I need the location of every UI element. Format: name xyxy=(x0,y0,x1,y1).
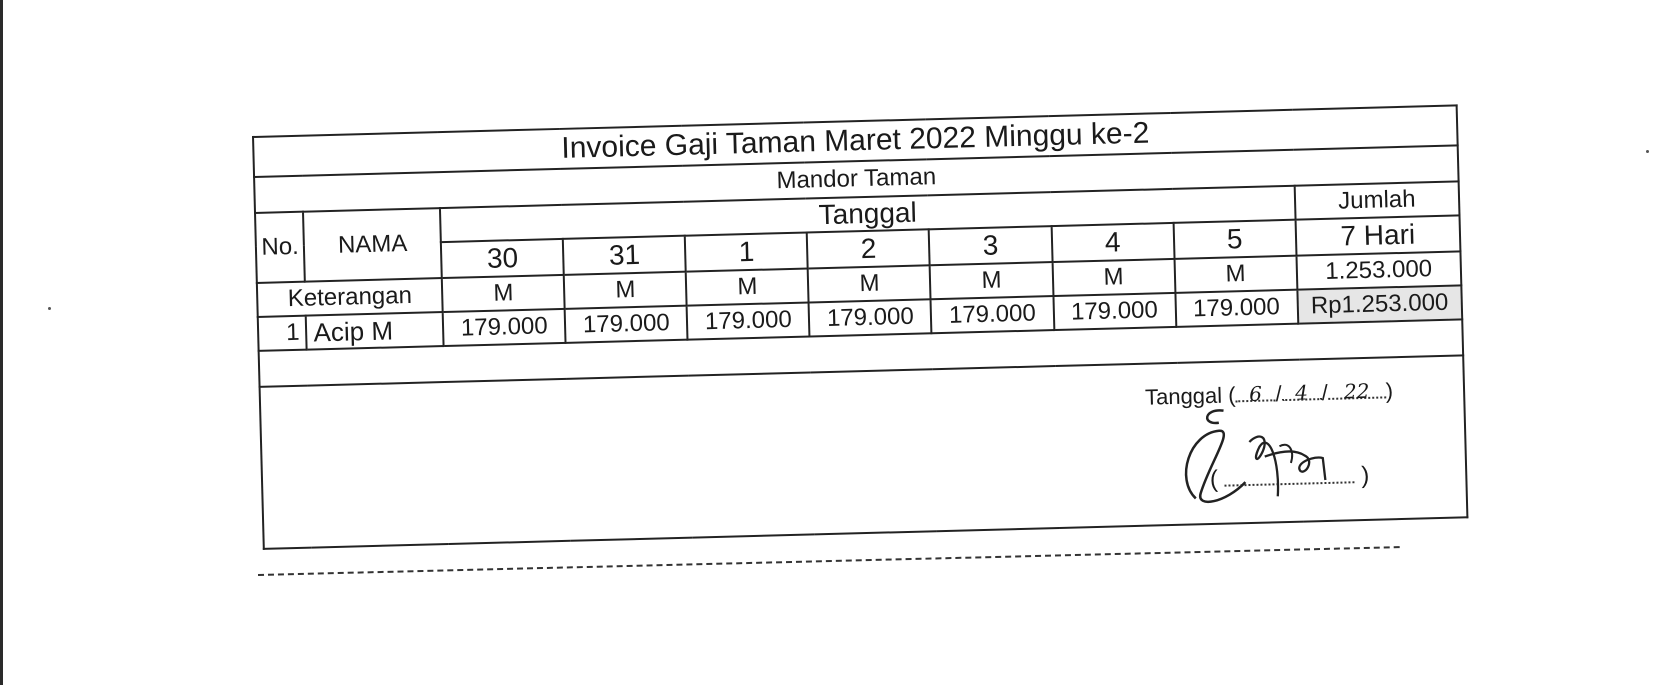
invoice-subtitle: Mandor Taman xyxy=(254,145,1459,213)
keterangan-total: 1.253.000 xyxy=(1296,251,1461,289)
header-nama: NAMA xyxy=(303,208,442,282)
date-cell: 3 xyxy=(929,226,1052,265)
footer-date-label: Tanggal ( xyxy=(1144,382,1236,410)
date-cell: 5 xyxy=(1173,220,1296,259)
invoice-sheet xyxy=(252,104,1468,549)
date-day-value: 6 xyxy=(1248,381,1263,406)
date-separator: / xyxy=(1321,379,1329,406)
amount-cell: 179.000 xyxy=(565,306,688,343)
days-total: 7 Hari xyxy=(1295,215,1460,255)
header-no: No. xyxy=(255,212,305,283)
date-separator: / xyxy=(1275,381,1282,407)
amount-cell: 179.000 xyxy=(809,299,932,336)
amount-cell: 179.000 xyxy=(1175,290,1298,327)
amount-cell: 179.000 xyxy=(931,296,1054,333)
header-jumlah: Jumlah xyxy=(1294,181,1459,219)
handwritten-signature xyxy=(1163,399,1356,514)
keterangan-code: M xyxy=(1052,259,1175,296)
keterangan-code: M xyxy=(686,268,809,305)
keterangan-code: M xyxy=(808,265,931,302)
keterangan-code: M xyxy=(930,262,1053,299)
signature-close-paren: ) xyxy=(1360,461,1370,490)
signature-area xyxy=(260,355,1468,548)
date-cell: 31 xyxy=(563,236,686,275)
scan-speck xyxy=(48,307,51,310)
date-year-value: 22 xyxy=(1343,378,1370,404)
keterangan-code: M xyxy=(442,275,565,312)
row-total: Rp1.253.000 xyxy=(1297,285,1462,323)
invoice-title: Invoice Gaji Taman Maret 2022 Minggu ke-2 xyxy=(253,105,1458,177)
keterangan-label: Keterangan xyxy=(257,278,443,317)
cut-line xyxy=(258,546,1400,576)
row-name: Acip M xyxy=(306,312,444,350)
keterangan-code: M xyxy=(564,272,687,309)
date-cell: 2 xyxy=(807,229,930,268)
date-cell: 4 xyxy=(1051,223,1174,262)
scan-speck xyxy=(1646,150,1649,153)
header-tanggal: Tanggal xyxy=(440,186,1295,242)
date-month-value: 4 xyxy=(1294,380,1309,405)
invoice-table xyxy=(252,104,1468,549)
date-cell: 30 xyxy=(441,239,564,278)
amount-cell: 179.000 xyxy=(443,309,566,346)
footer-date-close: ) xyxy=(1385,378,1394,404)
date-cell: 1 xyxy=(685,233,808,272)
keterangan-code: M xyxy=(1174,256,1297,293)
amount-cell: 179.000 xyxy=(687,302,810,339)
signature-open-paren: ( xyxy=(1209,465,1219,494)
scan-left-edge xyxy=(0,0,3,685)
row-number: 1 xyxy=(258,316,307,351)
amount-cell: 179.000 xyxy=(1053,293,1176,330)
